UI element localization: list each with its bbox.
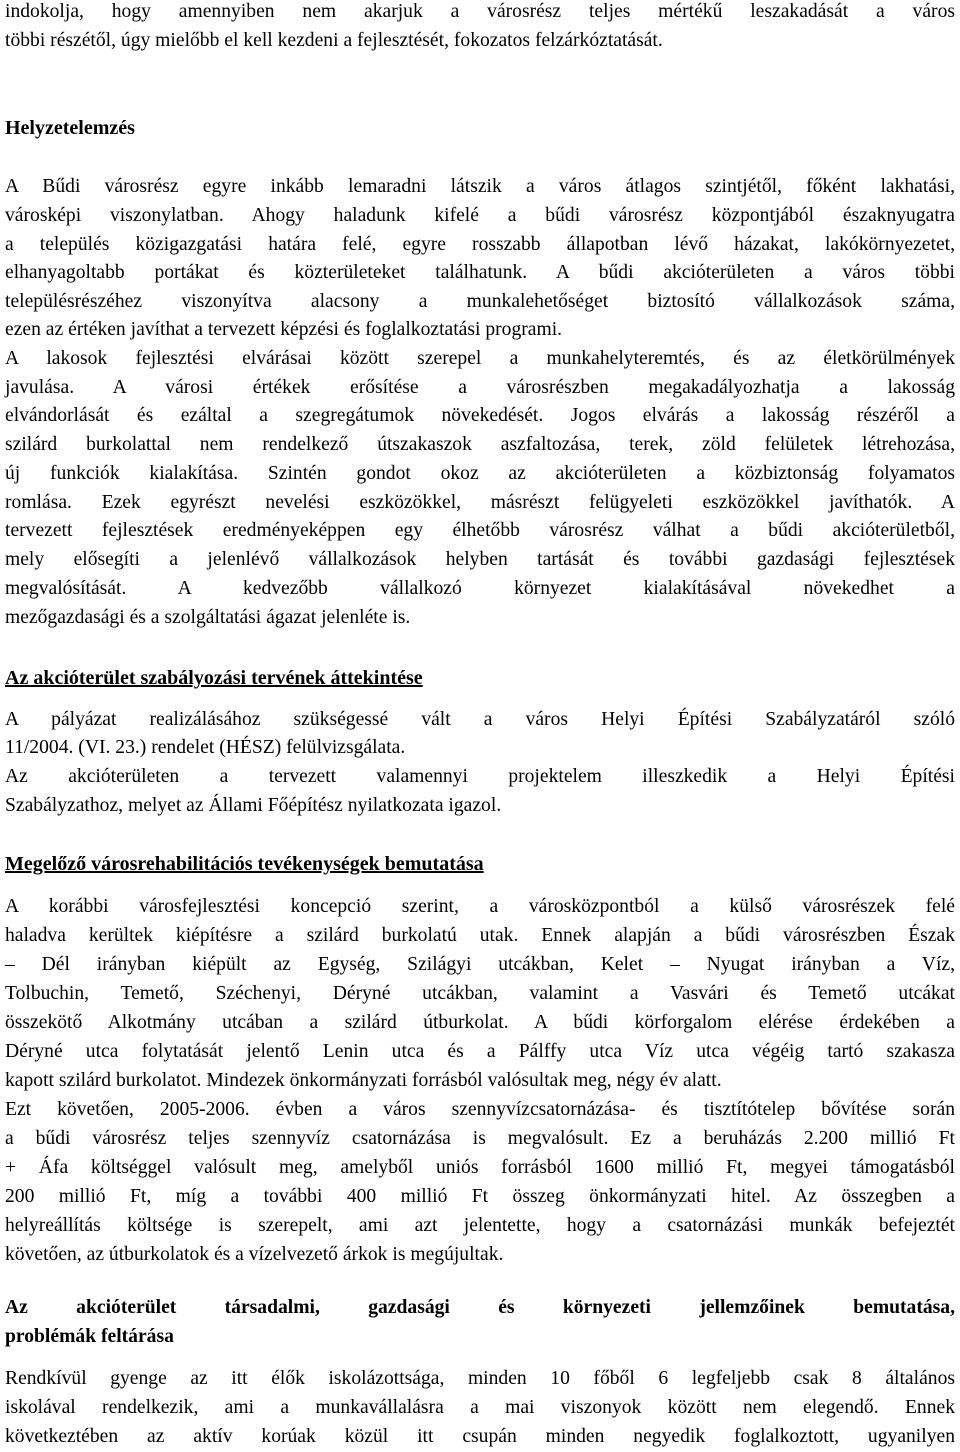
paragraph-line: romlása. Ezek egyrészt nevelési eszközökkel, másrészt felügyeleti eszközökkel javíthatók. A — [5, 492, 955, 513]
paragraph-line: javulása. A városi értékek erősítése a városrészben megakadályozhatja a lakosság — [5, 377, 955, 398]
paragraph-line: Tolbuchin, Temető, Széchenyi, Déryné utcákban, valamint a Vasvári és Temető utcákat — [5, 983, 955, 1004]
paragraph-line: településrészéhez viszonyítva alacsony a munkalehetőséget biztosító vállalkozások száma, — [5, 291, 955, 312]
paragraph-line: ezen az értéken javíthat a tervezett képzési és foglalkoztatási programi. — [5, 319, 563, 340]
intro-line-2: többi részétől, úgy mielőbb el kell kezdeni a fejlesztését, fokozatos felzárkóztatását. — [5, 30, 663, 51]
paragraph-line: A lakosok fejlesztési elvárásai között szerepel a munkahelyteremtés, és az életkörülmények — [5, 348, 955, 369]
paragraph-line: elvándorlását és ezáltal a szegregátumok növekedését. Jogos elvárás a lakosság részéről a — [5, 405, 955, 426]
paragraph-line: 11/2004. (VI. 23.) rendelet (HÉSZ) felülvizsgálata. — [5, 737, 406, 758]
paragraph-line: haladva kerültek kiépítésre a szilárd burkolatú utak. Ennek alapján a bűdi városrészben Észak — [5, 925, 955, 946]
paragraph-line: követően, az útburkolatok és a vízelvezető árkok is megújultak. — [5, 1244, 504, 1265]
paragraph-line: a bűdi városrész teljes szennyvíz csatornázása is megvalósult. Ez a beruházás 2.200 millió Ft — [5, 1128, 955, 1149]
paragraph-line: A Bűdi városrész egyre inkább lemaradni látszik a város átlagos szintjétől, főként lakhatási, — [5, 176, 955, 197]
paragraph-line: tervezett fejlesztések eredményeképpen egy élhetőbb városrész válhat a bűdi akcióterületből, — [5, 520, 955, 541]
paragraph-line: kapott szilárd burkolatot. Mindezek önkormányzati forrásból valósultak meg, négy év alatt. — [5, 1070, 722, 1091]
paragraph-line: + Áfa költséggel valósult meg, amelyből uniós forrásból 1600 millió Ft, megyei támogatásból — [5, 1157, 955, 1178]
paragraph-line: összekötő Alkotmány utcában a szilárd útburkolat. A bűdi körforgalom elérése érdekében a — [5, 1012, 955, 1033]
paragraph-line: – Dél irányban kiépült az Egység, Szilágyi utcákban, Kelet – Nyugat irányban a Víz, — [5, 954, 955, 975]
paragraph-line: A pályázat realizálásához szükségessé vált a város Helyi Építési Szabályzatáról szóló — [5, 709, 955, 730]
section-heading-megelozo-rehabilitacio: Megelőző városrehabilitációs tevékenységek bemutatása — [5, 853, 484, 875]
paragraph-line: megvalósítását. A kedvezőbb vállalkozó környezet kialakításával növekedhet a — [5, 578, 955, 599]
paragraph-line: Szabályzathoz, melyet az Állami Főépítész nyilatkozata igazol. — [5, 795, 502, 816]
paragraph-line: A korábbi városfejlesztési koncepció szerint, a városközpontból a külső városrészek felé — [5, 896, 955, 917]
paragraph-line: 200 millió Ft, míg a további 400 millió Ft összeg önkormányzati hitel. Az összegben a — [5, 1186, 955, 1207]
paragraph-line: a település közigazgatási határa felé, egyre rosszabb állapotban lévő házakat, lakókörnyezetet, — [5, 234, 955, 255]
paragraph-line: elhanyagoltabb portákat és közterületeket találhatunk. A bűdi akcióterületen a város többi — [5, 262, 955, 283]
paragraph-line: következtében az aktív korúak közül itt csupán minden negyedik foglalkoztott, ugyanilyen — [5, 1426, 955, 1447]
paragraph-line: új funkciók kialakítása. Szintén gondot okoz az akcióterületen a közbiztonság folyamatos — [5, 463, 955, 484]
paragraph-line: Ezt követően, 2005-2006. évben a város szennyvízcsatornázása- és tisztítótelep bővítése során — [5, 1099, 955, 1120]
paragraph-line: mezőgazdasági és a szolgáltatási ágazat jelenléte is. — [5, 607, 411, 628]
paragraph-line: szilárd burkolattal nem rendelkező útszakaszok aszfaltozása, terek, zöld felületek létrehozása, — [5, 434, 955, 455]
intro-line-1: indokolja, hogy amennyiben nem akarjuk a városrész teljes mértékű leszakadását a város — [5, 1, 955, 22]
paragraph-line: Rendkívül gyenge az itt élők iskolázottsága, minden 10 főből 6 legfeljebb csak 8 általános — [5, 1368, 955, 1389]
section-heading-tarsadalmi-jellemzok-line-2: problémák feltárása — [5, 1326, 174, 1347]
paragraph-line: Az akcióterületen a tervezett valamennyi projektelem illeszkedik a Helyi Építési — [5, 766, 955, 787]
paragraph-line: városképi viszonylatban. Ahogy haladunk kifelé a bűdi városrész központjából északnyugatra — [5, 205, 955, 226]
paragraph-line: mely elősegíti a jelenlévő vállalkozások helyben tartását és további gazdasági fejlesztések — [5, 549, 955, 570]
section-heading-szabalyozasi-terv: Az akcióterület szabályozási tervének áttekintése — [5, 667, 423, 689]
paragraph-line: iskolával rendelkezik, ami a munkavállalásra a mai viszonyok között nem elegendő. Ennek — [5, 1397, 955, 1418]
paragraph-line: helyreállítás költsége is szerepelt, ami azt jelentette, hogy a csatornázási munkák befejeztét — [5, 1215, 955, 1236]
section-heading-helyzetelemzes: Helyzetelemzés — [5, 117, 135, 139]
paragraph-line: Déryné utca folytatását jelentő Lenin utca és a Pálffy utca Víz utca végéig tartó szakasza — [5, 1041, 955, 1062]
section-heading-tarsadalmi-jellemzok-line-1: Az akcióterület társadalmi, gazdasági és környezeti jellemzőinek bemutatása, — [5, 1297, 955, 1318]
